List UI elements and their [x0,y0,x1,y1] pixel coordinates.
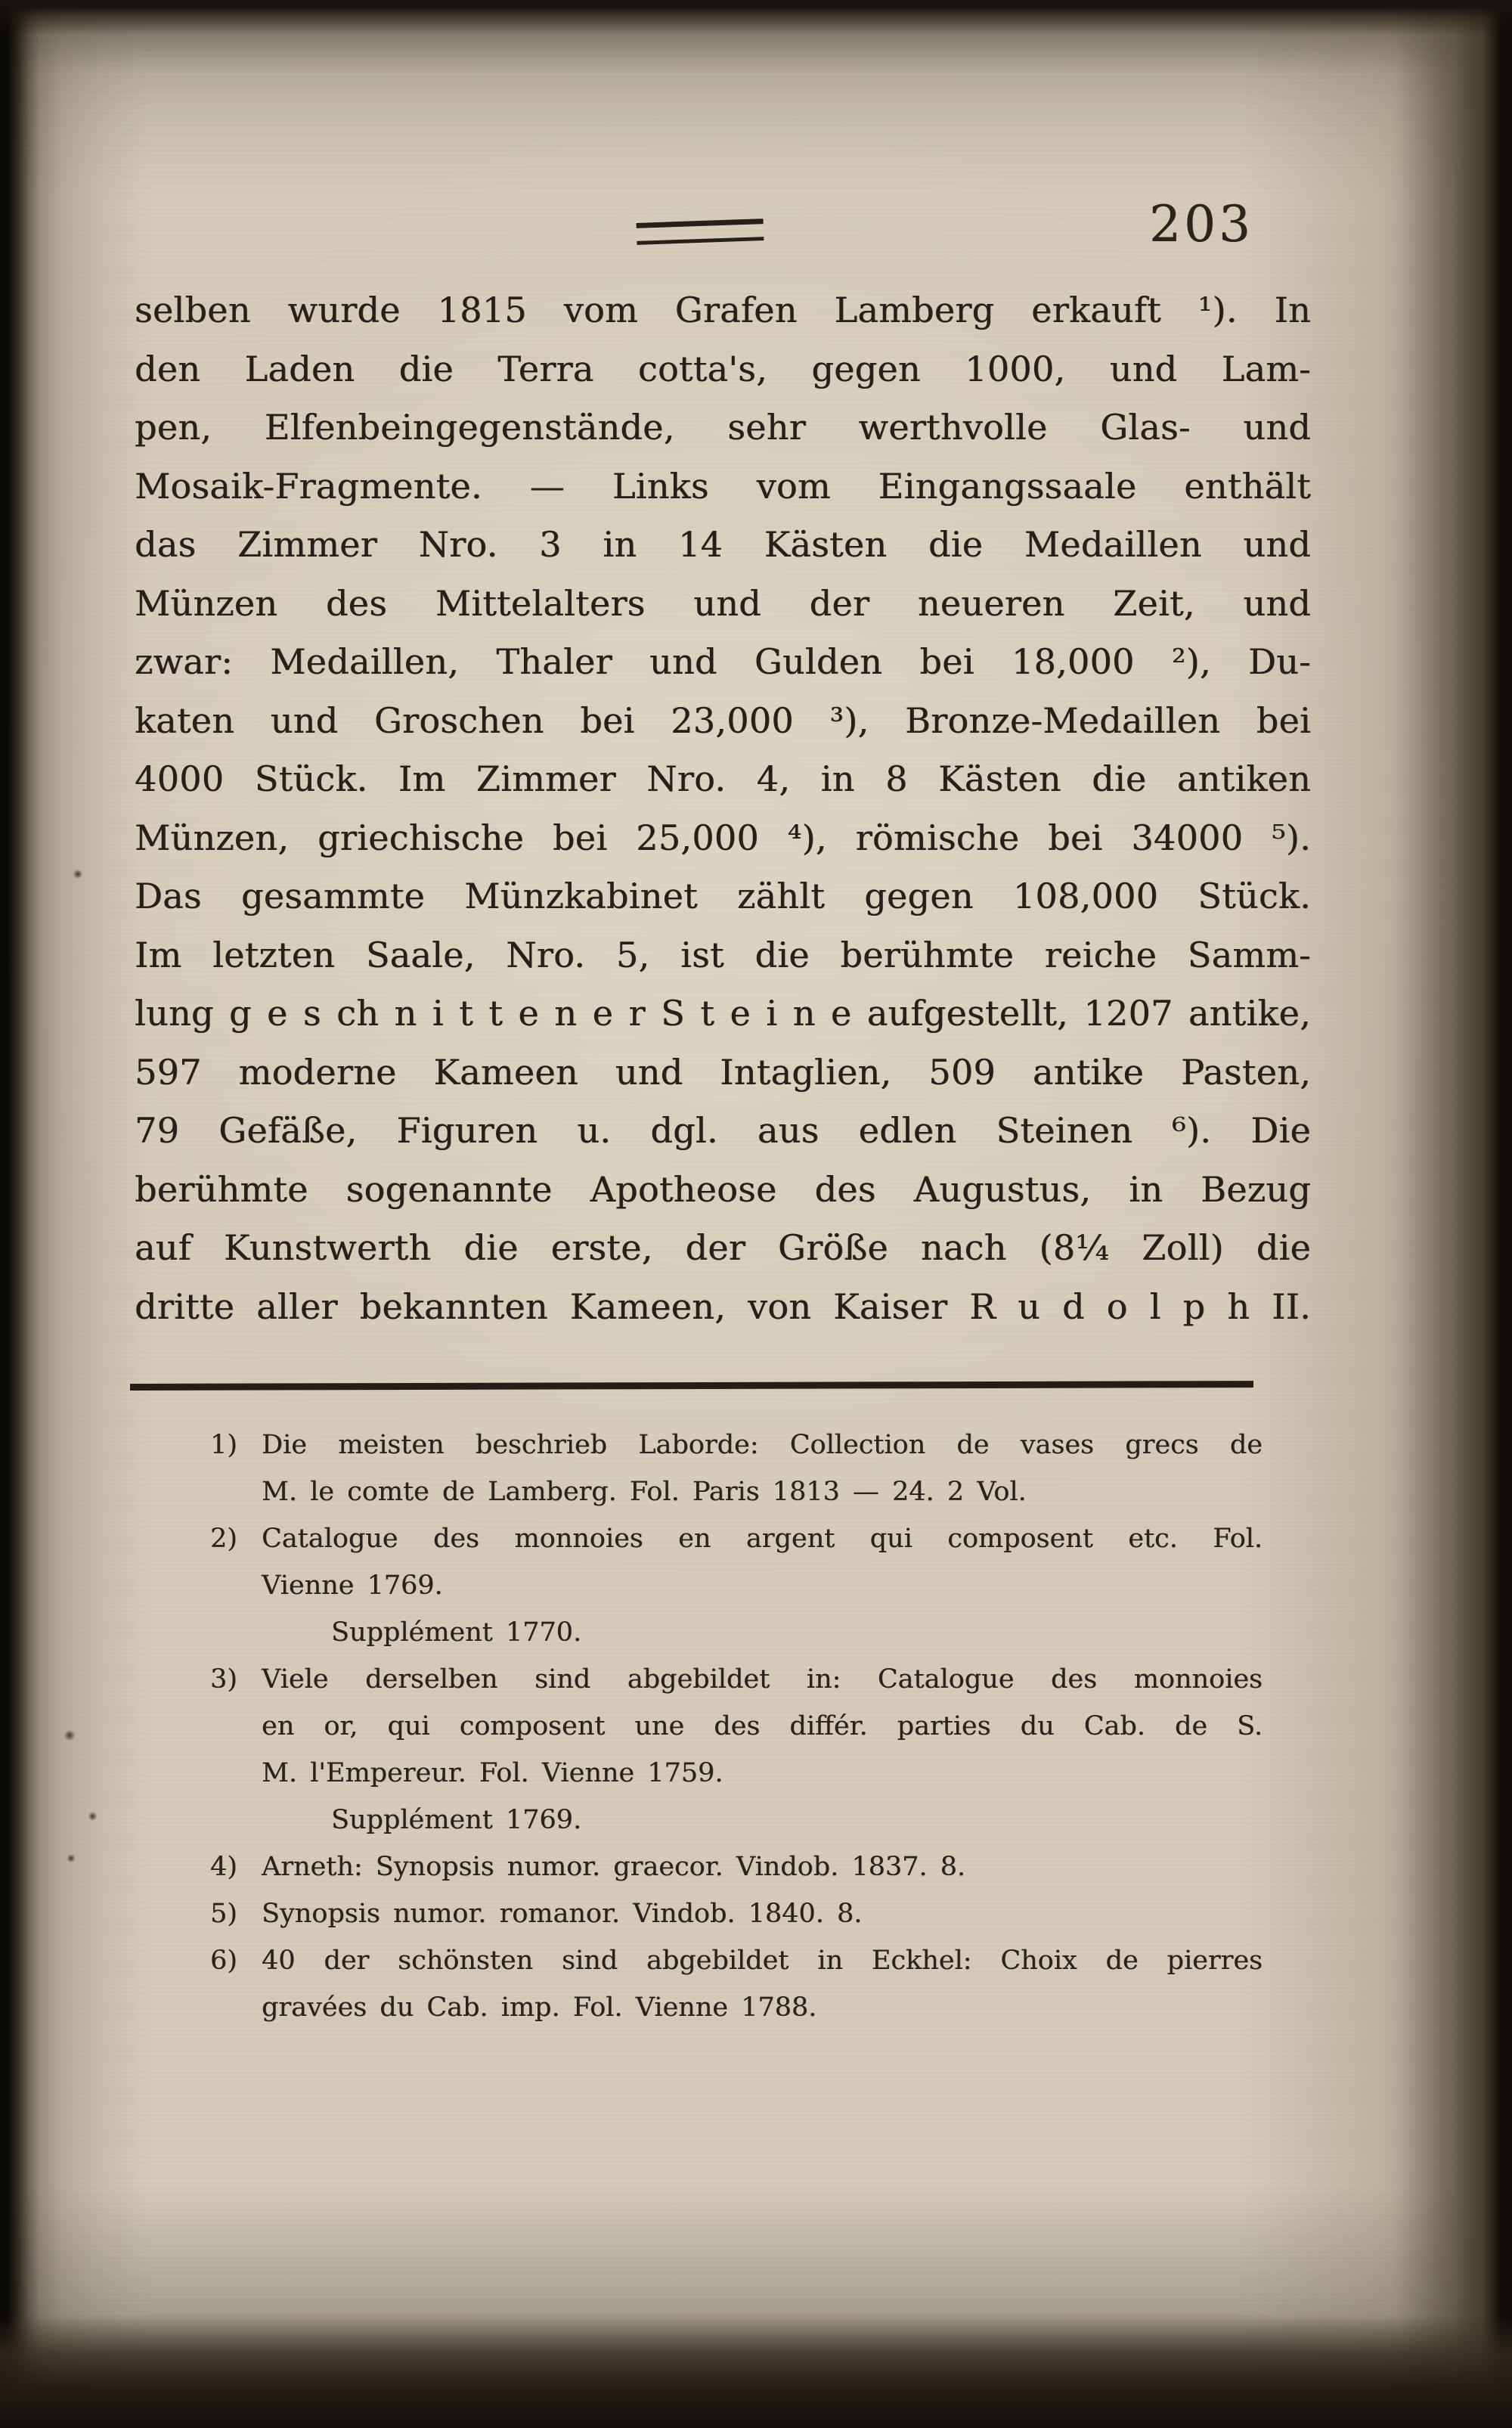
footnote-line [210,1422,1263,1468]
body-text [135,281,1311,1336]
footnote-text: Synopsis numor. romanor. Vindob. 1840. 8. [262,1899,863,1929]
footnote-text: Viele derselben sind abgebildet in: Catalogue des monnoies [262,1664,1263,1695]
footnote-line [210,1609,1263,1656]
footnote-marker: 5) [210,1899,237,1929]
page-number: 203 [1149,195,1253,253]
footnote-marker [210,1984,262,2031]
footnote-text: Vienne 1769. [262,1571,443,1601]
footnote-line [210,1515,1263,1562]
ink-speck [88,1812,98,1821]
body-line: katen und Groschen bei 23,000 ³), Bronze-Medaillen bei [135,699,1311,741]
body-line: 4000 Stück. Im Zimmer Nro. 4, in 8 Kästen die antiken [135,758,1311,799]
footnote-line [210,1843,1263,1890]
footnote-text: gravées du Cab. imp. Fol. Vienne 1788. [262,1992,817,2023]
footnote-text: en or, qui composent une des différ. parties du Cab. de S. [262,1711,1263,1741]
body-line: selben wurde 1815 vom Grafen Lamberg erkauft ¹). In [135,290,1311,330]
footnote-marker [210,1750,262,1797]
body-line: zwar: Medaillen, Thaler und Gulden bei 18,000 ²), Du- [135,641,1311,682]
ink-speck [64,1730,76,1741]
scan-edge-right [1399,0,1512,2428]
footnote-line [210,1937,1263,1984]
footnote-marker: 1) [210,1430,237,1460]
footnote-text: Die meisten beschrieb Laborde: Collection de vases grecs de [262,1430,1263,1460]
body-line: 79 Gefäße, Figuren u. dgl. aus edlen Steinen ⁶). Die [135,1110,1311,1151]
footnote-text: M. le comte de Lamberg. Fol. Paris 1813 — 24. 2 Vol. [262,1477,1027,1507]
footnote-text: Supplément 1769. [331,1805,582,1835]
body-line: berühmte sogenannte Apotheose des Augustus, in Bezug [135,1168,1311,1210]
footnote-line [210,1468,1263,1515]
ink-speck [73,870,83,879]
body-line: das Zimmer Nro. 3 in 14 Kästen die Medaillen und [135,524,1311,565]
body-line: Das gesammte Münzkabinet zählt gegen 108,000 Stück. [135,876,1311,916]
footnote-line [210,1890,1263,1937]
footnote-line [210,1656,1263,1703]
header-double-rule [637,219,764,245]
footnote-line [210,1984,1263,2031]
footnote-line [210,1750,1263,1797]
footnote-marker [280,1797,331,1843]
footnote-line [210,1703,1263,1750]
body-line: lung g e s ch n i t t e n e r S t e i n e aufgestellt, 1207 antike, [135,993,1311,1034]
ink-speck [67,1854,76,1862]
body-line: Mosaik-Fragmente. — Links vom Eingangssaale enthält [135,465,1311,507]
scan-edge-top [0,0,1512,35]
footnote-text: Supplément 1770. [331,1617,582,1648]
body-line: den Laden die Terra cotta's, gegen 1000, und Lam- [135,348,1311,389]
footnote-marker: 2) [210,1524,237,1554]
scan-edge-left [0,0,39,2428]
footnote-text: Catalogue des monnoies en argent qui composent etc. Fol. [262,1524,1263,1554]
footnote-marker [280,1609,331,1656]
footnote-marker [210,1468,262,1515]
footnote-line [210,1797,1263,1843]
body-line: pen, Elfenbeingegenstände, sehr werthvolle Glas- und [135,407,1311,448]
footnote-marker: 3) [210,1664,237,1695]
body-line: auf Kunstwerth die erste, der Größe nach (8¼ Zoll) die [135,1227,1311,1268]
body-line: dritte aller bekannten Kameen, von Kaiser R u d o l p h II. [135,1285,1311,1327]
footnote-text: M. l'Empereur. Fol. Vienne 1759. [262,1758,723,1788]
footnote-text: Arneth: Synopsis numor. graecor. Vindob. 1837. 8. [262,1852,966,1882]
footnote-line [210,1562,1263,1609]
footnote-marker [210,1703,262,1750]
scan-edge-bottom [0,2315,1512,2428]
body-line: Münzen, griechische bei 25,000 ⁴), römische bei 34000 ⁵). [135,817,1311,858]
footnote-marker [210,1562,262,1609]
body-line: Im letzten Saale, Nro. 5, ist die berühmte reiche Samm- [135,934,1311,975]
footnote-marker: 6) [210,1946,237,1976]
body-line: Münzen des Mittelalters und der neueren Zeit, und [135,582,1311,624]
footnote-text: 40 der schönsten sind abgebildet in Eckhel: Choix de pierres [262,1946,1263,1976]
footnotes [210,1422,1263,2031]
footnote-marker: 4) [210,1852,237,1882]
body-line: 597 moderne Kameen und Intaglien, 509 antike Pasten, [135,1051,1311,1093]
